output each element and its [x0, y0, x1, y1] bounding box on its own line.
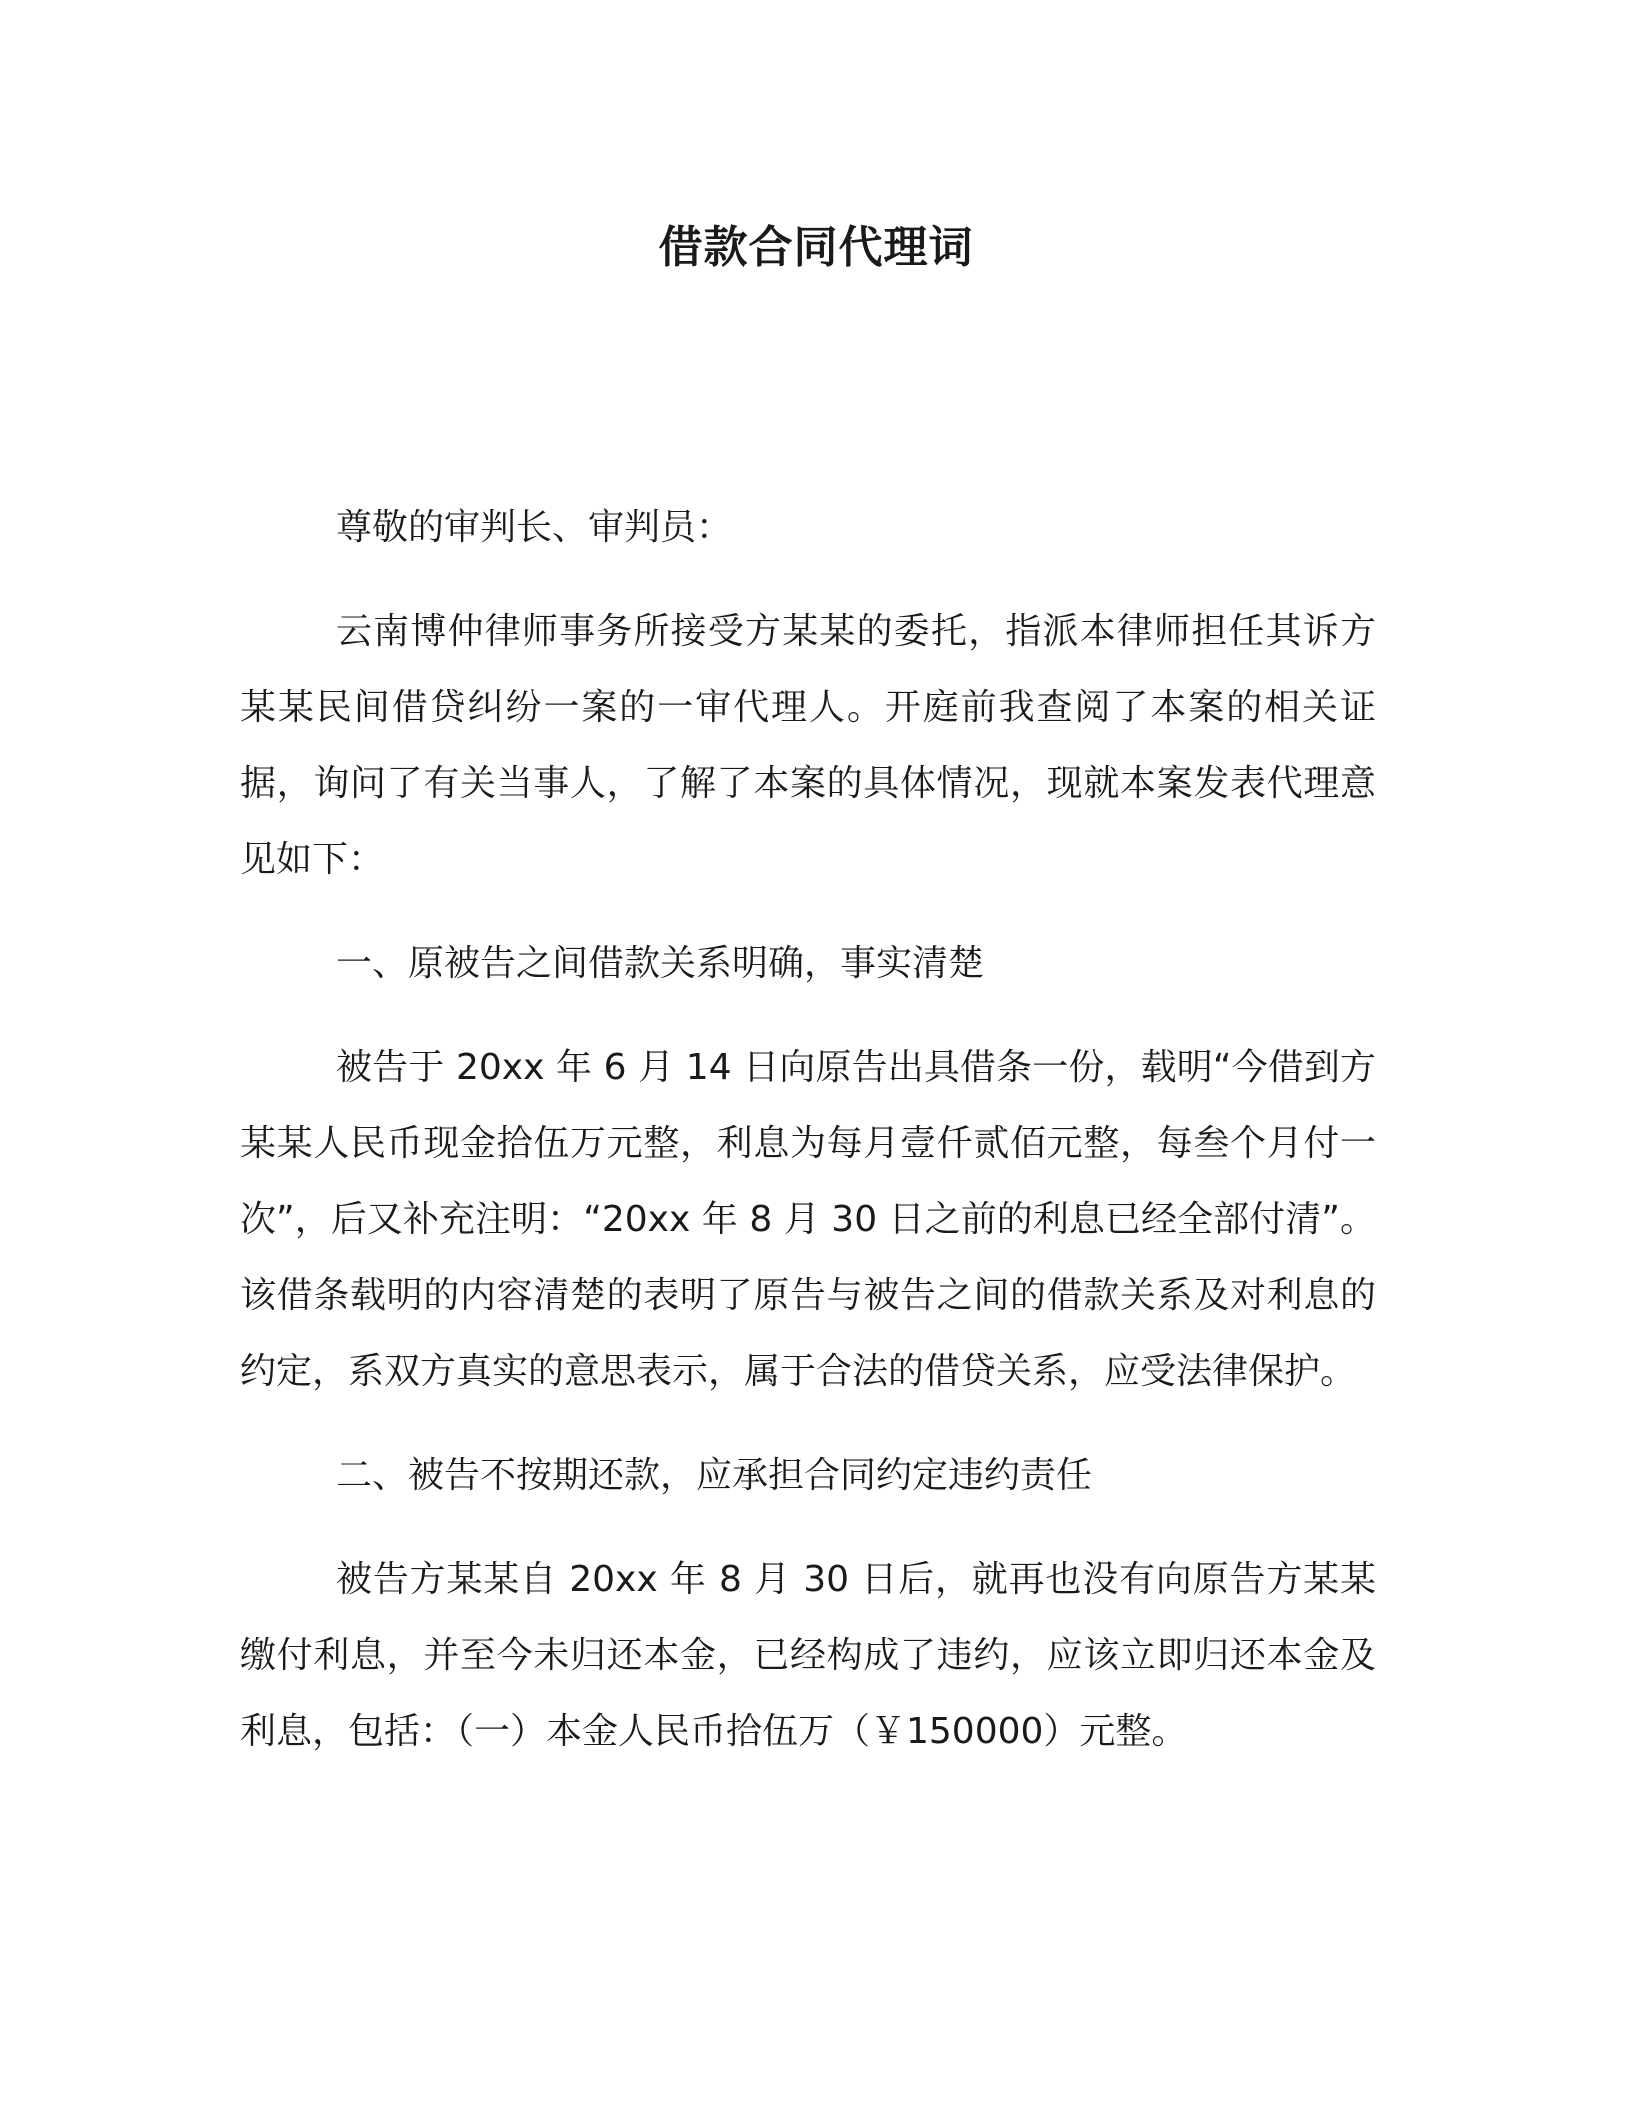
- section-heading-2: 二、被告不按期还款，应承担合同约定违约责任: [336, 1455, 1093, 1496]
- intro-paragraph: 云南博仲律师事务所接受方某某的委托，指派本律师担任其诉方某某民间借贷纠纷一案的一审代理人。开庭前我查阅了本案的相关证据，询问了有关当事人，了解了本案的具体情况，现就本案发表代理意见如下：: [240, 611, 1376, 880]
- section-paragraph-2: 被告方某某自 20xx 年 8 月 30 日后，就再也没有向原告方某某缴付利息，并至今未归还本金，已经构成了违约，应该立即归还本金及利息，包括：（一）本金人民币拾伍万（￥150000）元整。: [240, 1559, 1376, 1752]
- section-paragraph-1: 被告于 20xx 年 6 月 14 日向原告出具借条一份，载明“今借到方某某人民币现金拾伍万元整，利息为每月壹仟贰佰元整，每叁个月付一次”，后又补充注明：“20xx 年 8 月 30 日之前的利息已经全部付清”。该借条载明的内容清楚的表明了原告与被告之间的借款关系及对利息的约定，系双方真实的意思表示，属于合法的借贷关系，应受法律保护。: [240, 1047, 1376, 1392]
- salutation: 尊敬的审判长、审判员：: [336, 507, 733, 548]
- document-title: 借款合同代理词: [658, 222, 974, 273]
- document-body: [240, 490, 1376, 1798]
- section-heading-1: 一、原被告之间借款关系明确，事实清楚: [336, 943, 985, 984]
